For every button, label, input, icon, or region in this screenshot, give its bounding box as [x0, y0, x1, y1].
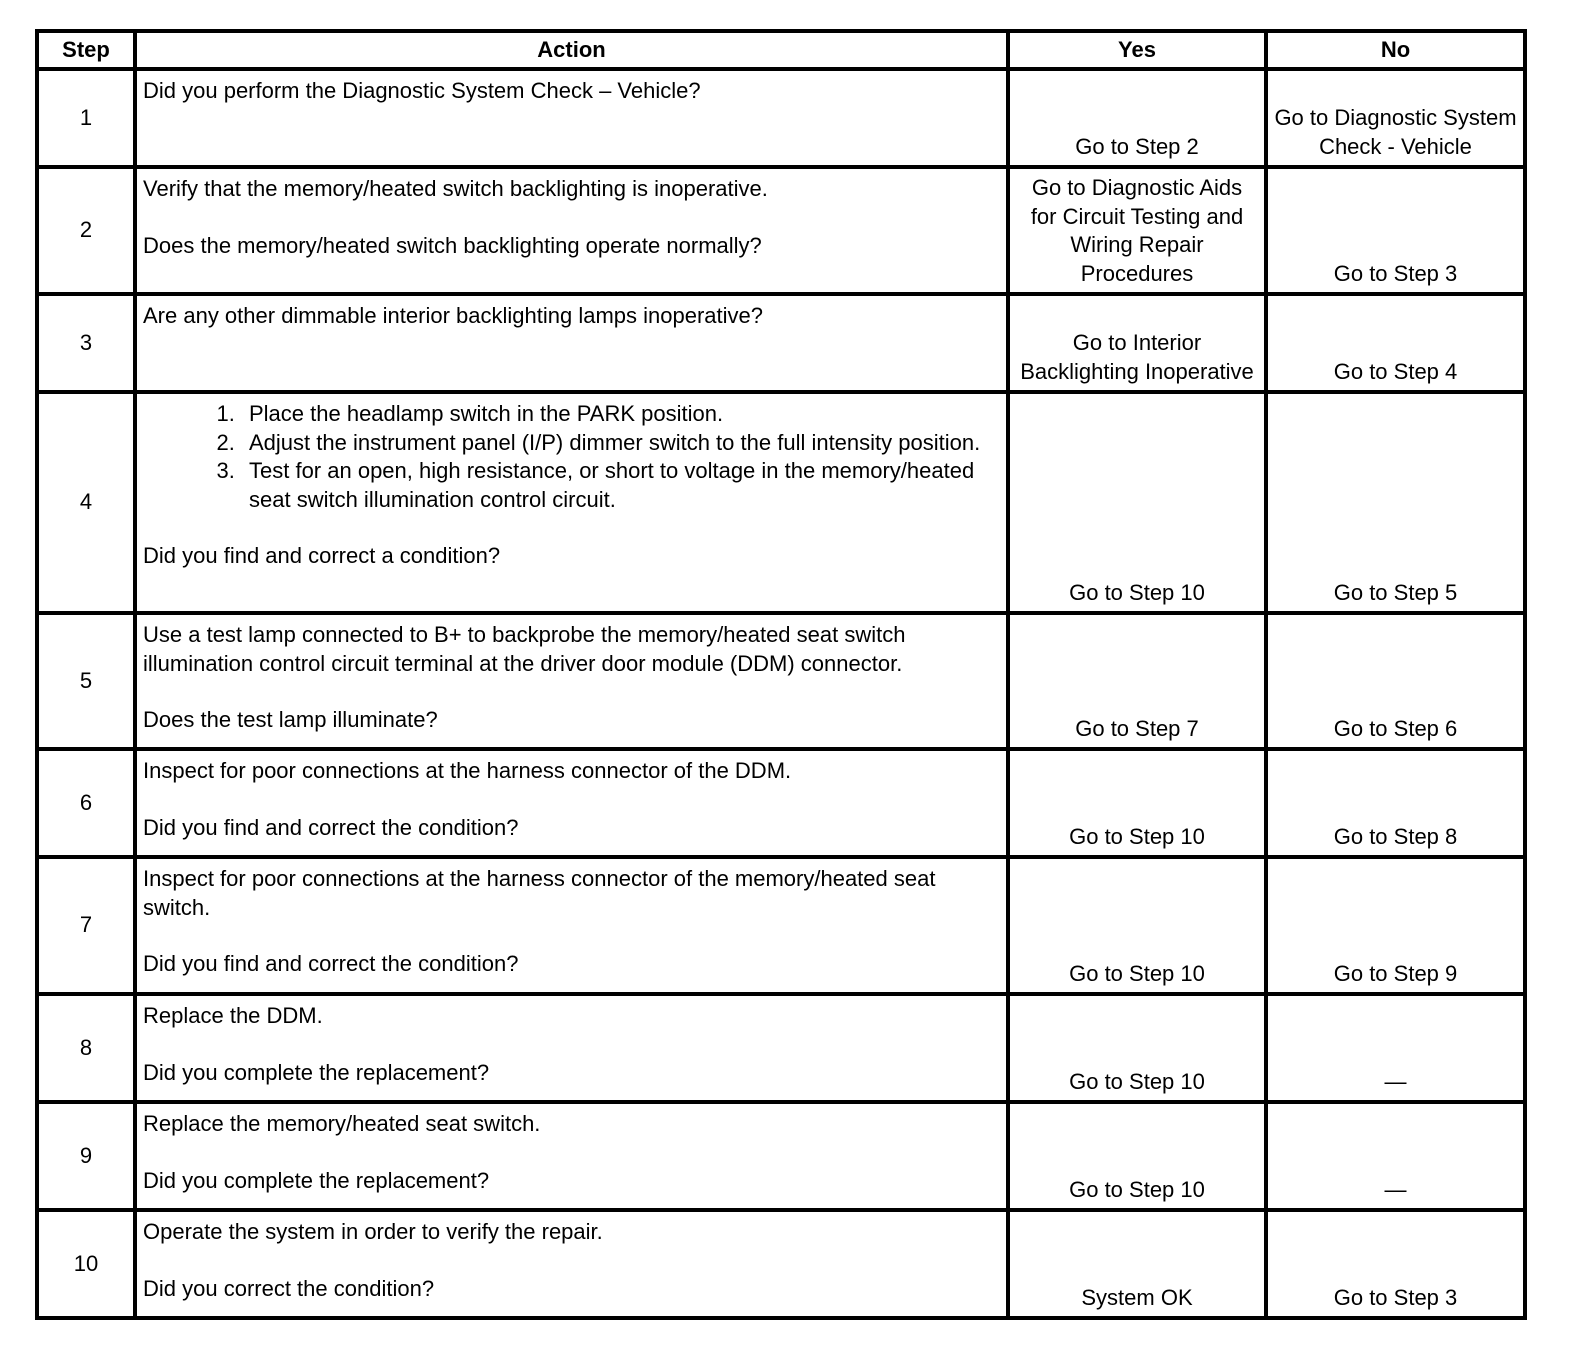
- diagnostic-steps-table: [35, 29, 1527, 1320]
- yes-result: Go to Step 10: [1008, 749, 1266, 857]
- no-result: Go to Step 4: [1266, 294, 1525, 392]
- action-cell: [135, 613, 1008, 749]
- action-text: Operate the system in order to verify the repair.: [143, 1219, 603, 1244]
- table-row: [37, 613, 1525, 749]
- procedure-item: 2. Adjust the instrument panel (I/P) dimmer switch to the full intensity position.: [241, 429, 1002, 458]
- yes-result: System OK: [1008, 1210, 1266, 1318]
- action-text: Did you perform the Diagnostic System Check – Vehicle?: [143, 78, 701, 103]
- action-text: Use a test lamp connected to B+ to backprobe the memory/heated seat switch illumination control circuit terminal at the driver door module (DDM) connector.: [143, 622, 906, 676]
- step-number: 6: [37, 749, 135, 857]
- step-number: 7: [37, 857, 135, 994]
- table-row: [37, 857, 1525, 994]
- yes-result: Go to Step 10: [1008, 857, 1266, 994]
- procedure-item: 3. Test for an open, high resistance, or short to voltage in the memory/heated seat switch illumination control circuit.: [241, 457, 1002, 514]
- action-question: Did you find and correct a condition?: [143, 543, 501, 568]
- table-row: [37, 69, 1525, 167]
- action-text: Inspect for poor connections at the harness connector of the memory/heated seat switch.: [143, 866, 936, 920]
- table-row: [37, 994, 1525, 1102]
- table-row: [37, 167, 1525, 294]
- action-question: Did you find and correct the condition?: [143, 951, 519, 976]
- header-row: [37, 31, 1525, 69]
- step-number: 8: [37, 994, 135, 1102]
- step-number: 9: [37, 1102, 135, 1210]
- action-cell: [135, 167, 1008, 294]
- action-cell: [135, 857, 1008, 994]
- action-cell: [135, 69, 1008, 167]
- action-cell: [135, 294, 1008, 392]
- no-result: Go to Step 5: [1266, 392, 1525, 613]
- no-result: Go to Step 3: [1266, 1210, 1525, 1318]
- step-number: 3: [37, 294, 135, 392]
- no-result: Go to Step 9: [1266, 857, 1525, 994]
- step-number: 1: [37, 69, 135, 167]
- no-result: Go to Diagnostic System Check - Vehicle: [1266, 69, 1525, 167]
- step-number: 2: [37, 167, 135, 294]
- table-row: [37, 392, 1525, 613]
- table-row: [37, 294, 1525, 392]
- header-action: Action: [135, 31, 1008, 69]
- action-cell: [135, 392, 1008, 613]
- action-question: Did you correct the condition?: [143, 1275, 435, 1301]
- action-text: Are any other dimmable interior backlighting lamps inoperative?: [143, 303, 763, 328]
- action-text: Replace the memory/heated seat switch.: [143, 1111, 541, 1136]
- yes-result: Go to Diagnostic Aids for Circuit Testing and Wiring Repair Procedures: [1008, 167, 1266, 294]
- step-number: 4: [37, 392, 135, 613]
- yes-result: Go to Step 10: [1008, 392, 1266, 613]
- action-question: Did you complete the replacement?: [143, 1167, 490, 1193]
- no-result: —: [1266, 1102, 1525, 1210]
- action-text: Replace the DDM.: [143, 1003, 323, 1028]
- procedure-list: [143, 400, 1002, 514]
- step-number: 10: [37, 1210, 135, 1318]
- action-question: Does the memory/heated switch backlighting operate normally?: [143, 232, 762, 258]
- header-no: No: [1266, 31, 1525, 69]
- action-question: Did you find and correct the condition?: [143, 814, 519, 840]
- action-cell: [135, 1102, 1008, 1210]
- procedure-item: 1. Place the headlamp switch in the PARK position.: [241, 400, 1002, 429]
- yes-result: Go to Step 10: [1008, 994, 1266, 1102]
- no-result: Go to Step 6: [1266, 613, 1525, 749]
- table-row: [37, 1210, 1525, 1318]
- yes-result: Go to Step 10: [1008, 1102, 1266, 1210]
- no-result: Go to Step 3: [1266, 167, 1525, 294]
- action-cell: [135, 1210, 1008, 1318]
- table-row: [37, 1102, 1525, 1210]
- step-number: 5: [37, 613, 135, 749]
- yes-result: Go to Interior Backlighting Inoperative: [1008, 294, 1266, 392]
- action-cell: [135, 994, 1008, 1102]
- no-result: Go to Step 8: [1266, 749, 1525, 857]
- action-question: Does the test lamp illuminate?: [143, 707, 438, 732]
- header-step: Step: [37, 31, 135, 69]
- yes-result: Go to Step 7: [1008, 613, 1266, 749]
- table-row: [37, 749, 1525, 857]
- action-cell: [135, 749, 1008, 857]
- action-text: Verify that the memory/heated switch backlighting is inoperative.: [143, 176, 768, 201]
- yes-result: Go to Step 2: [1008, 69, 1266, 167]
- no-result: —: [1266, 994, 1525, 1102]
- action-question: Did you complete the replacement?: [143, 1059, 490, 1085]
- header-yes: Yes: [1008, 31, 1266, 69]
- action-text: Inspect for poor connections at the harness connector of the DDM.: [143, 758, 792, 783]
